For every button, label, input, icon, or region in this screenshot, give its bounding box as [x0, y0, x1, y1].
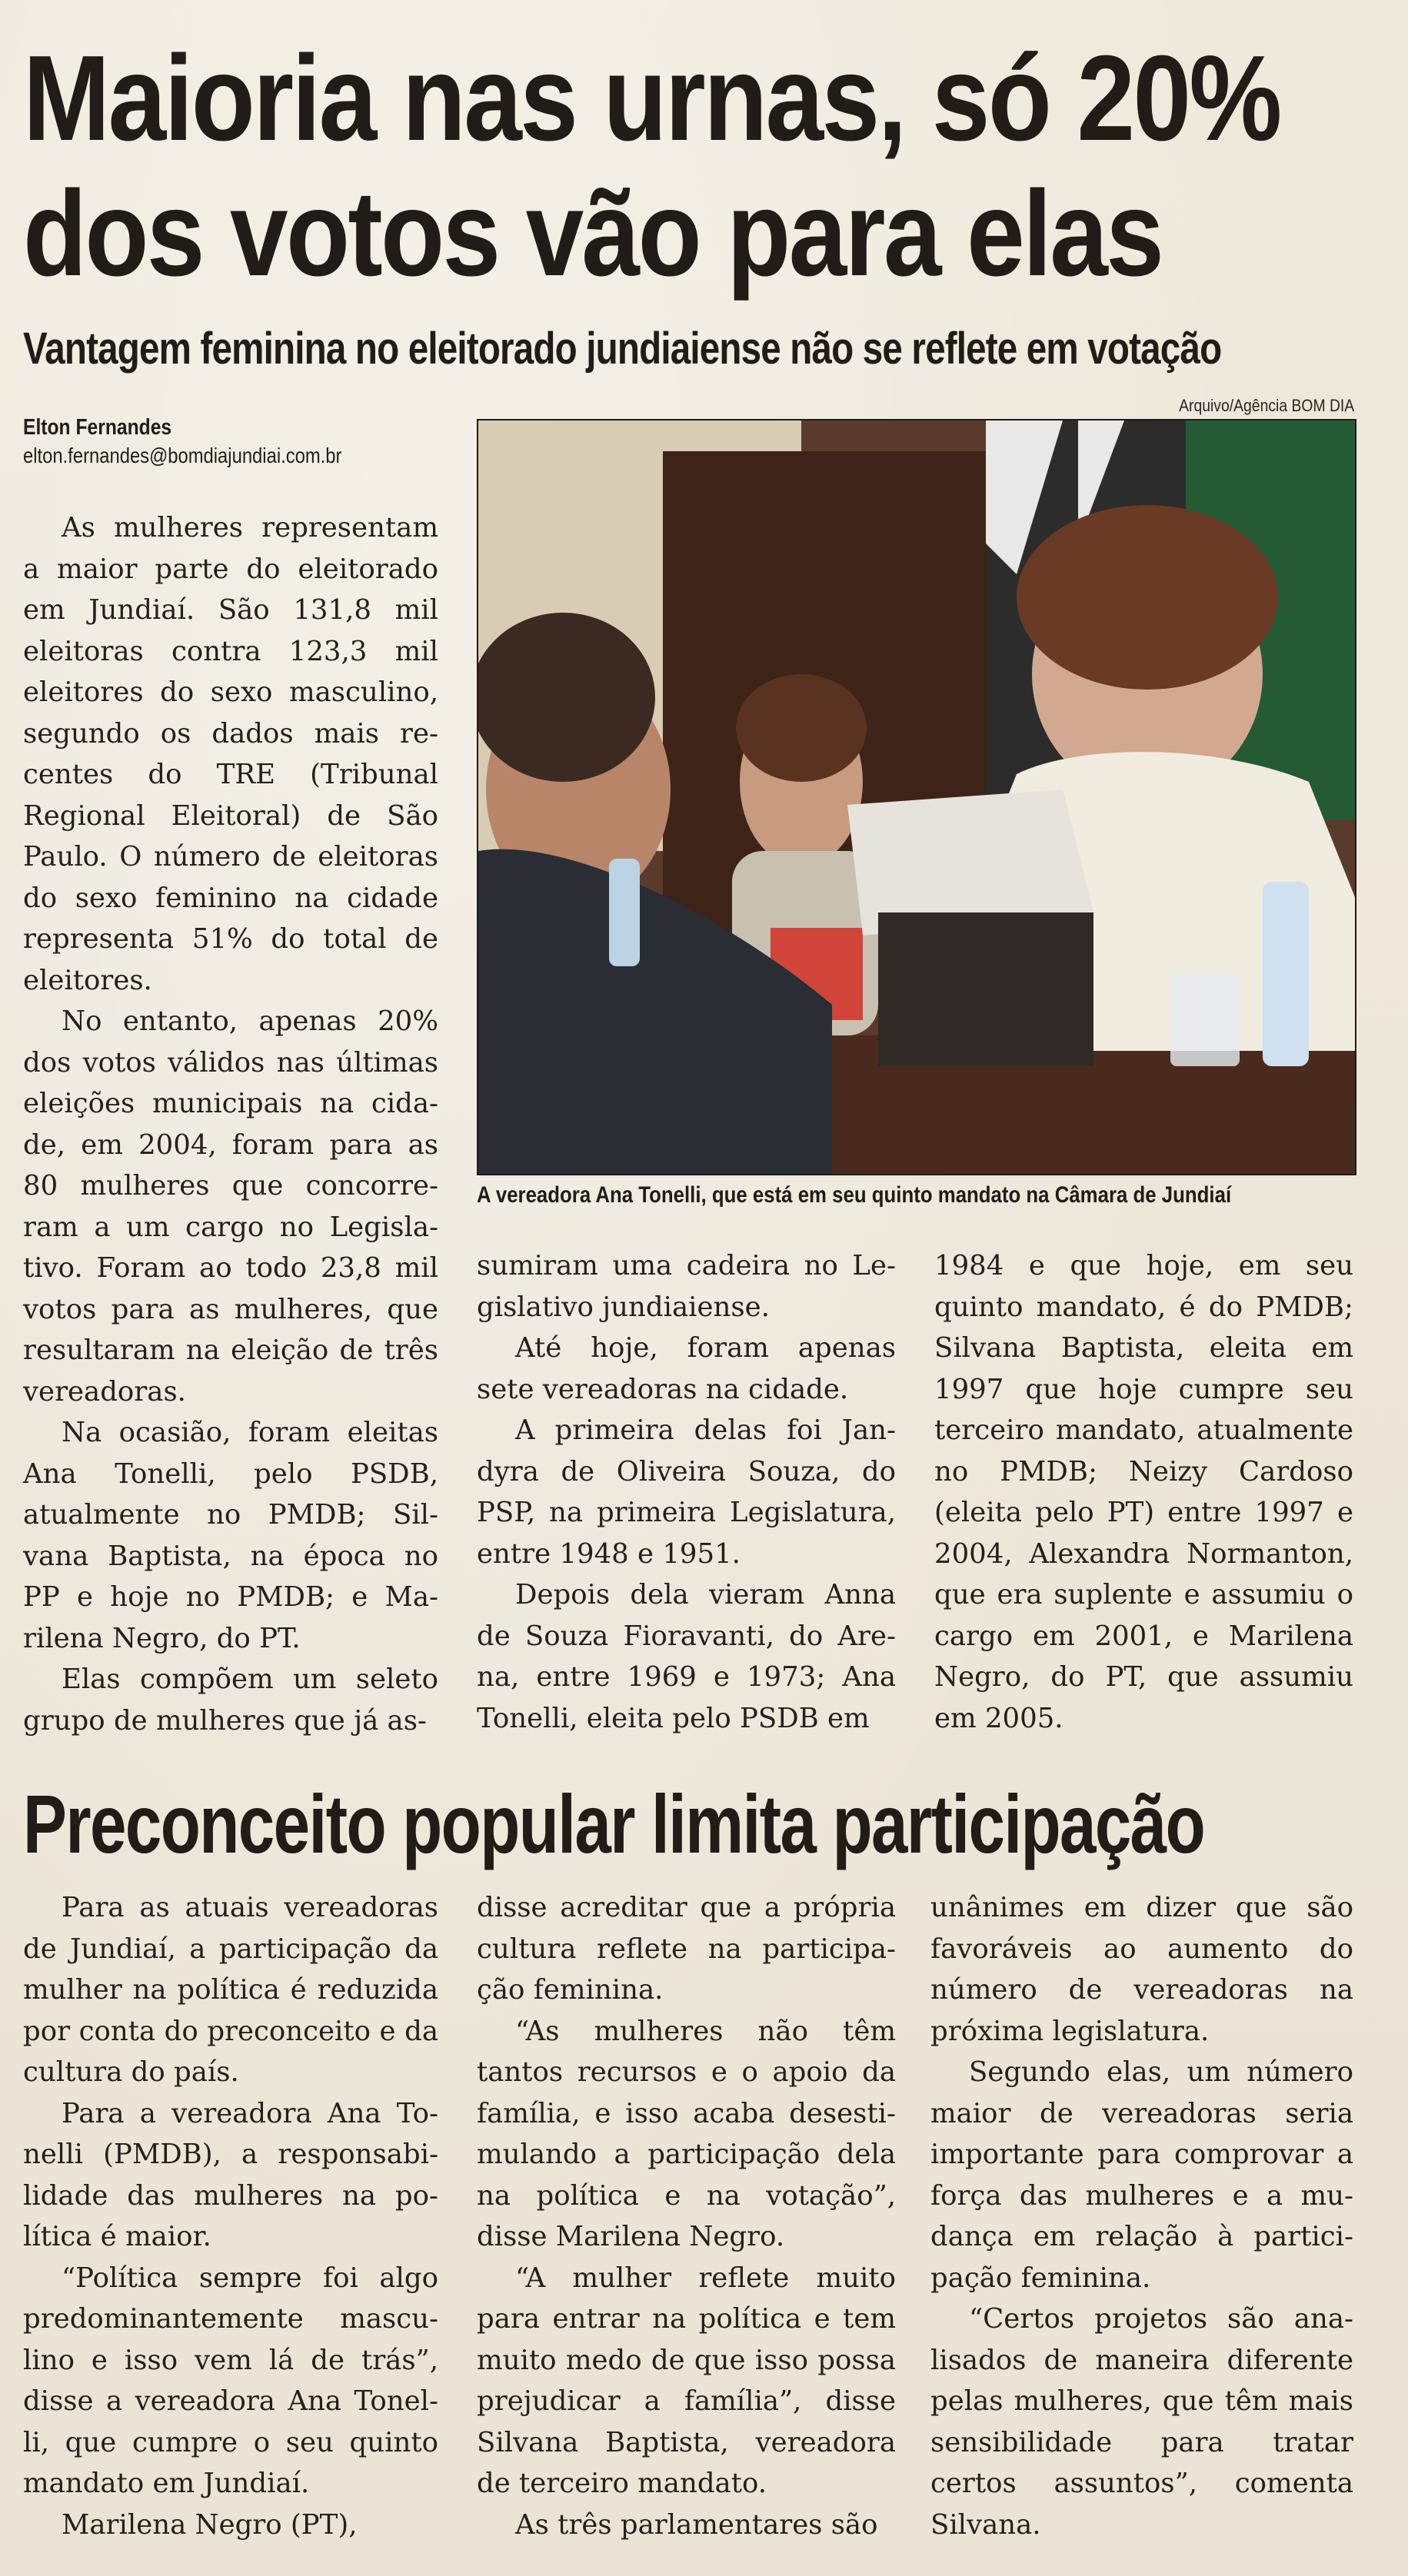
article-photo: [477, 419, 1356, 1175]
headline-line-2: dos votos vão para elas: [23, 166, 1163, 301]
headline: [23, 31, 1386, 301]
subheadline: Vantagem feminina no eleitorado jundiaiense não se reflete em votação: [23, 324, 1222, 374]
paragraph: Depois dela vieram Anna de Souza Fioravanti, do Arena, entre 1969 e 1973; Ana Tonelli, eleita pelo PSDB em: [477, 1579, 896, 1734]
article-column-1: [23, 507, 438, 1741]
paragraph: “Política sempre foi algo predominantemente masculino e isso vem lá de trás”, disse a vereadora Ana Tonelli, que cumpre o seu quinto mandato em Jundiaí.: [23, 2262, 438, 2499]
paragraph: A primeira delas foi Jandyra de Oliveira Souza, do PSP, na primeira Legislatura, entre 1948 e 1951.: [477, 1414, 896, 1570]
photo-illustration: [478, 420, 1355, 1174]
photo-caption: A vereadora Ana Tonelli, que está em seu quinto mandato na Câmara de Jundiaí: [477, 1182, 1232, 1208]
headline-line-1: Maioria nas urnas, só 20%: [23, 31, 1280, 166]
article-column-3: [934, 1245, 1353, 1739]
paragraph: “Certos projetos são analisados de maneira diferente pelas mulheres, que têm mais sensibilidade para tratar certos assuntos”, comenta Silvana.: [930, 2303, 1353, 2541]
paragraph: 1984 e que hoje, em seu quinto mandato, é do PMDB; Silvana Baptista, eleita em 1997 que hoje cumpre seu terceiro mandato, atualmente no PMDB; Neizy Cardoso (eleita pelo PT) entre 1997 e 2004, Alexandra Normanton, que era suplente e assumiu o cargo em 2001, e Marilena Negro, do PT, que assumiu em 2005.: [934, 1250, 1353, 1734]
paragraph: Marilena Negro (PT),: [62, 2508, 358, 2541]
paragraph: Até hoje, foram apenas sete vereadoras na cidade.: [477, 1332, 896, 1405]
section-column-2: [477, 1887, 896, 2545]
paragraph: Na ocasião, foram eleitas Ana Tonelli, pelo PSDB, atualmente no PMDB; Silvana Baptista, na época no PP e hoje no PMDB; e Marilena Negro, do PT.: [23, 1417, 438, 1654]
paragraph: “As mulheres não têm tantos recursos e o apoio da família, e isso acaba desestimulando a participação dela na política e na votação”, disse Marilena Negro.: [477, 2015, 896, 2252]
paragraph: Segundo elas, um número maior de vereadoras seria importante para comprovar a força das mulheres e a mudança em relação à participação feminina.: [930, 2056, 1353, 2294]
paragraph: “A mulher reflete muito para entrar na política e tem muito medo de que isso possa prejudicar a família”, disse Silvana Baptista, vereadora de terceiro mandato.: [477, 2262, 896, 2499]
article-column-2: [477, 1245, 896, 1739]
paragraph: As três parlamentares são: [515, 2508, 878, 2541]
byline: [23, 415, 398, 468]
section-column-1: [23, 1887, 438, 2545]
paragraph: No entanto, apenas 20% dos votos válidos nas últimas eleições municipais na cidade, em 2004, foram para as 80 mulheres que concorreram a um cargo no Legislativo. Foram ao todo 23,8 mil votos para as mulheres, que resultaram na eleição de três vereadoras.: [23, 1005, 438, 1408]
author-email: elton.fernandes@bomdiajundiai.com.br: [23, 444, 342, 467]
paragraph: Elas compõem um seleto grupo de mulheres que já as-: [23, 1664, 438, 1737]
paragraph: disse acreditar que a própria cultura reflete na participação feminina.: [477, 1892, 896, 2006]
paragraph: sumiram uma cadeira no Legislativo jundiaiense.: [477, 1250, 896, 1323]
photo-credit: Arquivo/Agência BOM DIA: [1178, 396, 1354, 415]
section-title: Preconceito popular limita participação: [23, 1777, 1205, 1870]
paragraph: Para as atuais vereadoras de Jundiaí, a participação da mulher na política é reduzida por conta do preconceito e da cultura do país.: [23, 1892, 438, 2088]
author-name: Elton Fernandes: [23, 415, 172, 440]
paragraph: Para a vereadora Ana Tonelli (PMDB), a responsabilidade das mulheres na política é maior.: [23, 2097, 438, 2252]
section-column-3: [930, 1887, 1353, 2545]
paragraph: unânimes em dizer que são favoráveis ao aumento do número de vereadoras na próxima legislatura.: [930, 1892, 1353, 2047]
paragraph: As mulheres representam a maior parte do eleitorado em Jundiaí. São 131,8 mil eleitoras contra 123,3 mil eleitores do sexo masculino, segundo os dados mais recentes do TRE (Tribunal Regional Eleitoral) de São Paulo. O número de eleitoras do sexo feminino na cidade representa 51% do total de eleitores.: [23, 512, 438, 996]
